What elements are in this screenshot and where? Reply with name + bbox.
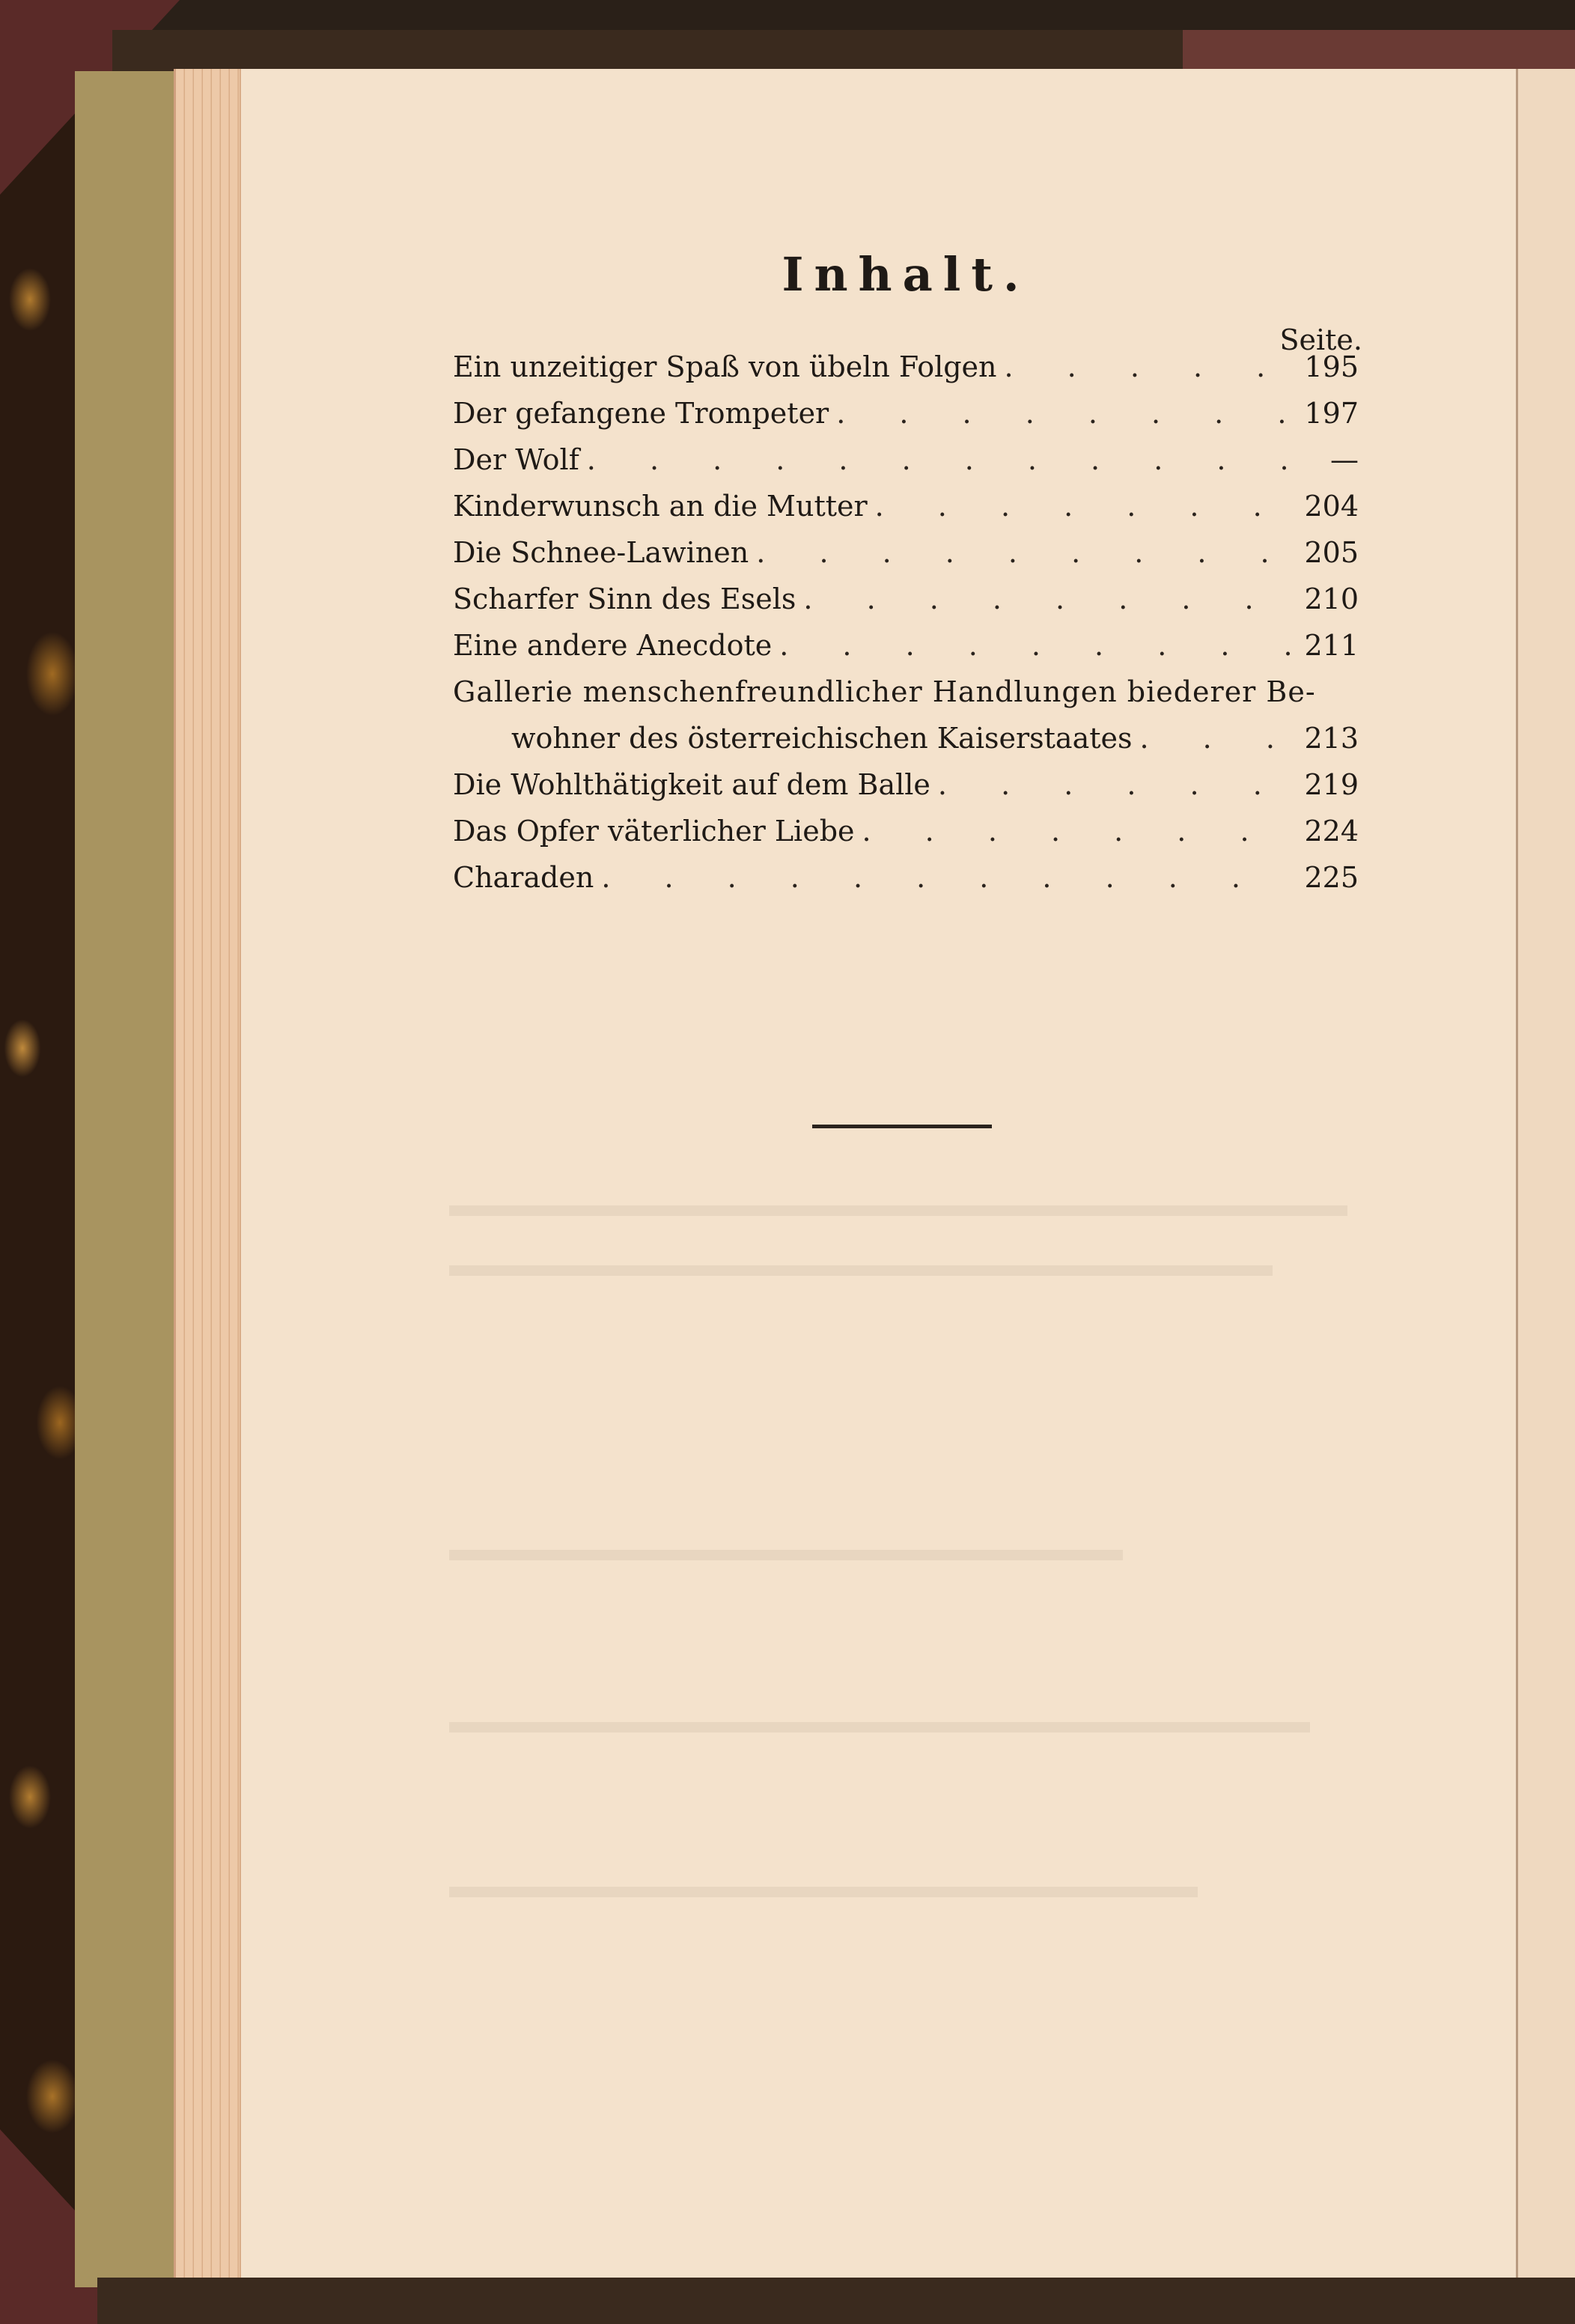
- toc-entry-title: Ein unzeitiger Spaß von übeln Folgen: [453, 350, 997, 383]
- section-divider-rule: [812, 1125, 992, 1128]
- toc-entry-page: 213: [1304, 722, 1359, 755]
- leader-dots: [756, 536, 1291, 569]
- toc-entry-page: 224: [1304, 815, 1359, 848]
- leader-dots: [875, 490, 1291, 523]
- toc-entry: [453, 536, 1359, 582]
- toc-entry-page: 195: [1304, 350, 1359, 383]
- toc-entry-title: Gallerie menschenfreundlicher Handlungen biederer Be-: [453, 675, 1316, 708]
- toc-entry: [453, 861, 1359, 907]
- leader-dots: [601, 861, 1291, 894]
- toc-entry-title: Die Schnee-Lawinen: [453, 536, 749, 569]
- leader-dots: [1005, 350, 1291, 383]
- leader-dots: [938, 768, 1291, 801]
- bleed-through: [449, 1722, 1310, 1733]
- toc-entry-title: Charaden: [453, 861, 594, 894]
- toc-entry-title: Der gefangene Trompeter: [453, 397, 829, 430]
- facing-page-edge: [1516, 69, 1575, 2278]
- toc-entry: [453, 582, 1359, 629]
- top-leather-edge: [1183, 30, 1575, 75]
- toc-entry-title: Der Wolf: [453, 443, 579, 476]
- toc-entry-title: Eine andere Anecdote: [453, 629, 773, 662]
- toc-entry: [453, 768, 1359, 815]
- bleed-through: [449, 1887, 1198, 1897]
- toc-entry-page: 211: [1304, 629, 1359, 662]
- bleed-through: [449, 1265, 1273, 1276]
- toc-entry-page: 204: [1304, 490, 1359, 523]
- leader-dots: [1140, 722, 1292, 755]
- toc-entry-page: 219: [1304, 768, 1359, 801]
- leader-dots: [803, 582, 1291, 615]
- toc-entry: [453, 397, 1359, 443]
- toc-entry: [453, 350, 1359, 397]
- toc-entry-page: 225: [1304, 861, 1359, 894]
- toc-entry-title: Scharfer Sinn des Esels: [453, 582, 796, 615]
- bleed-through: [449, 1205, 1347, 1216]
- toc-entry-title: Kinderwunsch an die Mutter: [453, 490, 868, 523]
- leader-dots: [779, 629, 1291, 662]
- toc-entry: [453, 815, 1359, 861]
- leader-dots: [836, 397, 1291, 430]
- leader-dots: [862, 815, 1291, 848]
- toc-entry-page: —: [1330, 443, 1359, 476]
- page-title: Inhalt.: [782, 247, 1030, 302]
- toc-entry-page: 210: [1304, 582, 1359, 615]
- toc-entry-title: Das Opfer väterlicher Liebe: [453, 815, 855, 848]
- toc-entry-line2: [453, 722, 1359, 768]
- page-column-label: Seite.: [1279, 323, 1362, 356]
- leader-dots: [587, 443, 1291, 476]
- table-of-contents: [453, 350, 1359, 907]
- bottom-binding-edge: [97, 2278, 1575, 2324]
- toc-entry: [453, 629, 1359, 675]
- toc-entry-title: Die Wohlthätigkeit auf dem Balle: [453, 768, 930, 801]
- toc-entry: [453, 490, 1359, 536]
- toc-entry-title-continued: wohner des österreichischen Kaiserstaates: [511, 722, 1133, 755]
- toc-entry-page: 205: [1304, 536, 1359, 569]
- endpaper: [75, 71, 187, 2287]
- bleed-through: [449, 1550, 1123, 1560]
- toc-entry-page: 197: [1304, 397, 1359, 430]
- toc-entry-line1: [453, 675, 1359, 722]
- toc-entry: [453, 443, 1359, 490]
